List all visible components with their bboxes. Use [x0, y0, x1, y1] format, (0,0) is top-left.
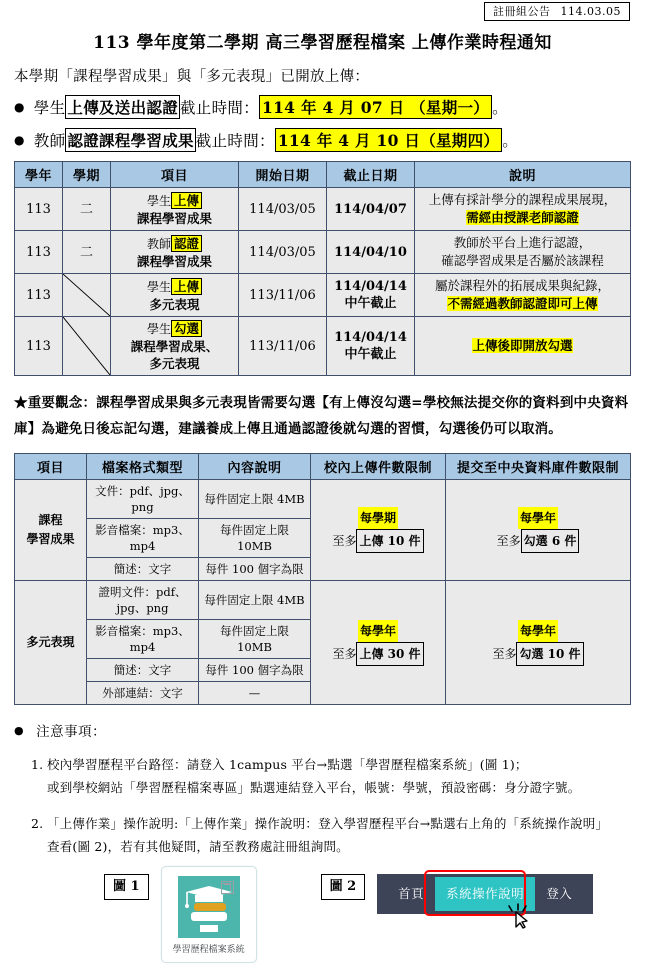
- item-action-mark: 上傳: [171, 278, 202, 295]
- figure1-app-card[interactable]: [161, 866, 257, 963]
- bullet-prefix: 學生: [33, 99, 66, 117]
- cell-description: [415, 274, 631, 317]
- cell-file-format: 證明文件：pdf、jpg、png: [87, 581, 199, 620]
- diagonal-strike-icon: [63, 274, 110, 316]
- note-number: 2.: [31, 816, 44, 831]
- bullet-dot-icon: ●: [14, 133, 25, 147]
- bullet-suffix: 。: [502, 132, 519, 150]
- cell-start-date: 113/11/06: [239, 274, 327, 317]
- table-row: [15, 317, 631, 376]
- central-limit-prefix: 至多: [496, 534, 521, 548]
- cell-content-note: 每件固定上限 4MB: [199, 480, 311, 519]
- school-limit-value: 上傳 10 件: [356, 529, 423, 553]
- desc-line1: 教師於平台上進行認證，: [453, 235, 592, 250]
- figure2-label: 圖 2: [321, 874, 366, 900]
- stamp-row: [14, 0, 631, 21]
- desc-highlight: 不需經過教師認證即可上傳: [447, 296, 598, 311]
- item-subject: 學生: [146, 193, 171, 208]
- item-subject: 學生: [146, 279, 171, 294]
- note-item: [14, 753, 631, 799]
- note-line: 「上傳作業」操作說明:「上傳作業」操作說明：登入學習歷程平台→點選右上角的「系統操作說明」: [47, 816, 609, 831]
- nav-item-login[interactable]: 登入: [546, 886, 573, 901]
- note-line: 或到學校網站「學習歷程檔案專區」點選連結登入平台，帳號：學號，預設密碼：身分證字號。: [47, 780, 581, 795]
- mouse-cursor-icon: [505, 903, 531, 929]
- learning-portfolio-app-icon[interactable]: [178, 876, 240, 938]
- item-line2: 多元表現: [149, 296, 200, 312]
- end-date-note: 中午截止: [344, 296, 397, 311]
- stamp-label: 註冊組公告: [493, 5, 551, 18]
- cell-term: 二: [63, 231, 111, 274]
- cell-description: [415, 317, 631, 376]
- cell-item: [111, 188, 239, 231]
- figure2-wrap: [321, 866, 594, 914]
- end-date-value: 114/04/10: [334, 244, 407, 260]
- bullet-boxed-action: 認證課程學習成果: [65, 128, 195, 152]
- bullet-boxed-action: 上傳及送出認證: [65, 95, 180, 119]
- cell-year: 113: [15, 231, 63, 274]
- cell-content-note: —: [199, 682, 311, 705]
- end-date-value: 114/04/14: [334, 330, 407, 345]
- col-header-item: 項目: [111, 162, 239, 188]
- cell-file-format: 簡述：文字: [87, 558, 199, 581]
- cell-file-format: 簡述：文字: [87, 659, 199, 682]
- table-row: [15, 581, 631, 620]
- external-link-icon: [221, 881, 234, 894]
- item-action-mark: 上傳: [171, 192, 202, 209]
- col-header-end-date: 截止日期: [327, 162, 415, 188]
- cell-term-empty: [63, 317, 111, 376]
- col-header-start-date: 開始日期: [239, 162, 327, 188]
- central-limit-value: 勾選 6 件: [521, 529, 580, 553]
- cell-file-format: 影音檔案：mp3、mp4: [87, 519, 199, 558]
- table-row: [15, 480, 631, 519]
- bullet-dot-icon: ●: [14, 723, 25, 737]
- item-line2: 課程學習成果、: [130, 339, 219, 354]
- cell-item: [111, 274, 239, 317]
- cell-school-limit: [311, 480, 446, 581]
- bullet-dot-icon: ●: [14, 100, 25, 114]
- cell-file-format: 影音檔案：mp3、mp4: [87, 620, 199, 659]
- cell-central-limit: [446, 480, 631, 581]
- central-limit-period: 每學年: [518, 507, 558, 529]
- notes-title-text: 注意事項：: [36, 724, 107, 740]
- group-name-line2: 學習成果: [26, 532, 75, 546]
- item-line2: 課程學習成果: [136, 253, 212, 269]
- cell-group-name: [15, 480, 87, 581]
- cell-start-date: 113/11/06: [239, 317, 327, 376]
- col-header-central-limit: 提交至中央資料庫件數限制: [446, 454, 631, 480]
- stamp-date: 114.03.05: [560, 5, 621, 18]
- platform-navbar: [377, 874, 593, 914]
- school-limit-value: 上傳 30 件: [356, 642, 423, 666]
- end-date-note: 中午截止: [344, 347, 397, 362]
- deadline-bullet-teacher: [14, 128, 631, 152]
- note-body: [47, 812, 631, 858]
- diagonal-strike-icon: [63, 317, 110, 375]
- cell-end-date: [327, 317, 415, 376]
- notes-heading: [14, 720, 631, 740]
- star-icon: ★: [14, 395, 28, 411]
- table-row: [15, 188, 631, 231]
- item-action-mark: 勾選: [171, 320, 202, 337]
- central-limit-prefix: 至多: [492, 646, 517, 661]
- item-action-mark: 認證: [171, 235, 202, 252]
- cell-content-note: 每件固定上限 10MB: [199, 519, 311, 558]
- school-limit-prefix: 至多: [332, 534, 357, 548]
- desc-highlight: 上傳後即開放勾選: [472, 338, 573, 353]
- desc-line1: 上傳有採計學分的課程成果展現，: [428, 192, 617, 207]
- col-header-item: 項目: [15, 454, 87, 480]
- note-line: 查看(圖 2)，若有其他疑問，請至教務處註冊組詢問。: [47, 839, 349, 854]
- cell-term-empty: [63, 274, 111, 317]
- desc-highlight: 需經由授課老師認證: [466, 210, 579, 225]
- intro-text: 本學期「課程學習成果」與「多元表現」已開放上傳：: [14, 69, 370, 85]
- end-date-value: 114/04/14: [334, 279, 407, 294]
- cell-file-format: 外部連結：文字: [87, 682, 199, 705]
- concept-rest: 為避免日後忘記勾選，建議養成上傳且通過認證後就勾選的習慣，勾選後仍可以取消。: [41, 421, 563, 437]
- group-name-line1: 課程: [38, 513, 63, 527]
- cell-start-date: 114/03/05: [239, 231, 327, 274]
- bullet-deadline-date: 114 年 4 月 10 日（星期四）: [275, 128, 502, 152]
- desc-line3: 確認學習成果是否屬於該課程: [441, 253, 604, 268]
- bullet-suffix: 。: [492, 99, 508, 117]
- item-line2: 課程學習成果: [136, 210, 212, 226]
- cell-content-note: 每件 100 個字為限: [199, 659, 311, 682]
- bullet-prefix: 教師: [33, 132, 66, 150]
- cell-year: 113: [15, 274, 63, 317]
- bullet-middle: 截止時間：: [180, 99, 260, 117]
- desc-line1: 屬於課程外的拓展成果與紀錄，: [434, 278, 610, 293]
- cell-item: [111, 317, 239, 376]
- table-row: [15, 274, 631, 317]
- cell-description: [415, 188, 631, 231]
- school-limit-period: 每學期: [358, 507, 398, 529]
- item-line3: 多元表現: [149, 356, 200, 371]
- note-number: 1.: [31, 757, 44, 772]
- central-limit-value: 勾選 10 件: [516, 642, 583, 666]
- figure1-label: 圖 1: [104, 874, 149, 900]
- concept-lead: 重要觀念：課程學習成果與多元表現皆需要勾選【有上傳沒勾選=學校無法提交你的資料到中央資料庫】: [14, 395, 629, 437]
- cell-item: [111, 231, 239, 274]
- cell-content-note: 每件固定上限 10MB: [199, 620, 311, 659]
- note-item: [14, 812, 631, 858]
- nav-item-home[interactable]: 首頁: [398, 886, 425, 901]
- schedule-table: [14, 161, 631, 376]
- page-title: 113 學年度第二學期 高三學習歷程檔案 上傳作業時程通知: [93, 33, 552, 53]
- col-header-file-format: 檔案格式類型: [87, 454, 199, 480]
- notes-section: [14, 720, 631, 858]
- cell-group-name: [15, 581, 87, 705]
- figure1-caption: 學習歷程檔案系統: [172, 945, 245, 955]
- note-line: 校內學習歷程平台路徑：請登入 1campus 平台→點選「學習歷程檔案系統」(圖 1)；: [47, 757, 528, 772]
- cell-term: 二: [63, 188, 111, 231]
- col-header-school-limit: 校內上傳件數限制: [311, 454, 446, 480]
- important-concept-paragraph: [14, 390, 631, 442]
- group-name-line1: 多元表現: [26, 635, 75, 649]
- col-header-content-note: 內容說明: [199, 454, 311, 480]
- announcement-stamp: [484, 2, 630, 21]
- table-header-row: [15, 162, 631, 188]
- cell-content-note: 每件固定上限 4MB: [199, 581, 311, 620]
- item-subject: 學生: [146, 322, 171, 336]
- cell-description: [415, 231, 631, 274]
- cell-central-limit: [446, 581, 631, 705]
- cell-end-date: [327, 231, 415, 274]
- bullet-deadline-date: 114 年 4 月 07 日 （星期一）: [259, 95, 492, 119]
- school-limit-period: 每學年: [358, 620, 398, 642]
- cell-file-format: 文件：pdf、jpg、png: [87, 480, 199, 519]
- table-row: [15, 231, 631, 274]
- cell-end-date: [327, 274, 415, 317]
- bullet-middle: 截止時間：: [195, 132, 275, 150]
- file-format-table: [14, 453, 631, 705]
- figures-row: [14, 866, 631, 963]
- cell-school-limit: [311, 581, 446, 705]
- item-subject: 教師: [146, 236, 171, 251]
- col-header-year: 學年: [15, 162, 63, 188]
- cell-year: 113: [15, 317, 63, 376]
- end-date-value: 114/04/07: [334, 201, 407, 217]
- cell-content-note: 每件 100 個字為限: [199, 558, 311, 581]
- school-limit-prefix: 至多: [332, 646, 357, 661]
- table-header-row: [15, 454, 631, 480]
- note-body: [47, 753, 631, 799]
- cell-start-date: 114/03/05: [239, 188, 327, 231]
- cell-end-date: [327, 188, 415, 231]
- deadline-bullet-student: [14, 95, 631, 119]
- cell-year: 113: [15, 188, 63, 231]
- col-header-description: 說明: [415, 162, 631, 188]
- nav-item-system-manual[interactable]: 系統操作說明: [435, 877, 535, 911]
- col-header-term: 學期: [63, 162, 111, 188]
- central-limit-period: 每學年: [518, 620, 558, 642]
